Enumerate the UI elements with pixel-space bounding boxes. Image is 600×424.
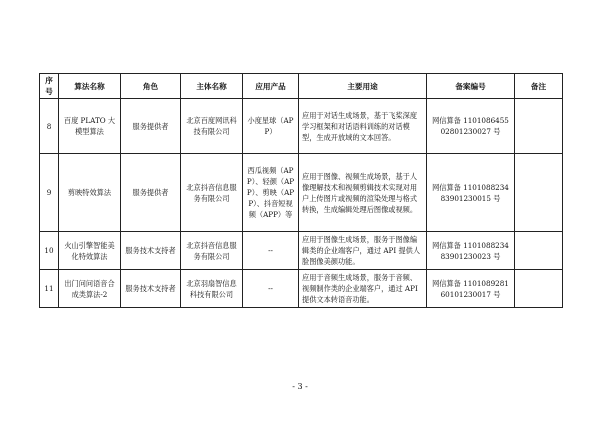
cell-no: 8 xyxy=(40,99,59,154)
header-purpose: 主要用途 xyxy=(299,74,427,99)
table-row xyxy=(40,270,563,308)
cell-role: 服务技术支持者 xyxy=(121,270,181,308)
cell-record: 网信算备 110108645502801230027 号 xyxy=(427,99,515,154)
algorithm-registry-table xyxy=(39,73,563,308)
cell-product: -- xyxy=(243,270,299,308)
cell-entity: 北京百度网讯科技有限公司 xyxy=(181,99,243,154)
header-entity: 主体名称 xyxy=(181,74,243,99)
cell-purpose: 应用于音频生成场景，服务于音频、视频制作类的企业端客户，通过 API 提供文本转语音功能。 xyxy=(299,270,427,308)
cell-role: 服务提供者 xyxy=(121,154,181,232)
header-remark: 备注 xyxy=(515,74,563,99)
cell-name: 百度 PLATO 大模型算法 xyxy=(59,99,121,154)
cell-purpose: 应用于对话生成场景，基于飞桨深度学习框架和对话语料训练的对话模型，生成开放域的文本回答。 xyxy=(299,99,427,154)
cell-remark xyxy=(515,232,563,270)
cell-no: 9 xyxy=(40,154,59,232)
cell-name: 火山引擎智能美化特效算法 xyxy=(59,232,121,270)
cell-remark xyxy=(515,154,563,232)
header-role: 角色 xyxy=(121,74,181,99)
cell-remark xyxy=(515,270,563,308)
cell-entity: 北京抖音信息服务有限公司 xyxy=(181,232,243,270)
cell-purpose: 应用于图像、视频生成场景，基于人像理解技术和视频剪辑技术实现对用户上传图片或视频的渲染处理与格式转换，生成编辑处理后图像或视频。 xyxy=(299,154,427,232)
cell-name: 出门问问语音合成类算法-2 xyxy=(59,270,121,308)
cell-remark xyxy=(515,99,563,154)
cell-role: 服务技术支持者 xyxy=(121,232,181,270)
page-number: - 3 - xyxy=(292,382,308,391)
cell-name: 剪映特效算法 xyxy=(59,154,121,232)
cell-role: 服务提供者 xyxy=(121,99,181,154)
table-row xyxy=(40,232,563,270)
cell-no: 10 xyxy=(40,232,59,270)
header-record: 备案编号 xyxy=(427,74,515,99)
table-row xyxy=(40,154,563,232)
table-header-row xyxy=(40,74,563,99)
cell-no: 11 xyxy=(40,270,59,308)
header-name: 算法名称 xyxy=(59,74,121,99)
cell-record: 网信算备 110108823483901230023 号 xyxy=(427,232,515,270)
cell-product: 西瓜视频（APP）、轻颜（APP）、剪映（APP）、抖音短视频（APP）等 xyxy=(243,154,299,232)
table-row xyxy=(40,99,563,154)
header-no: 序号 xyxy=(40,74,59,99)
cell-entity: 北京抖音信息服务有限公司 xyxy=(181,154,243,232)
cell-record: 网信算备 110108823483901230015 号 xyxy=(427,154,515,232)
cell-record: 网信算备 110108928160101230017 号 xyxy=(427,270,515,308)
header-product: 应用产品 xyxy=(243,74,299,99)
cell-product: -- xyxy=(243,232,299,270)
cell-product: 小度星球（APP） xyxy=(243,99,299,154)
cell-purpose: 应用于图像生成场景，服务于图像编辑类的企业端客户，通过 API 提供人脸图像美颜功能。 xyxy=(299,232,427,270)
cell-entity: 北京羽扇智信息科技有限公司 xyxy=(181,270,243,308)
